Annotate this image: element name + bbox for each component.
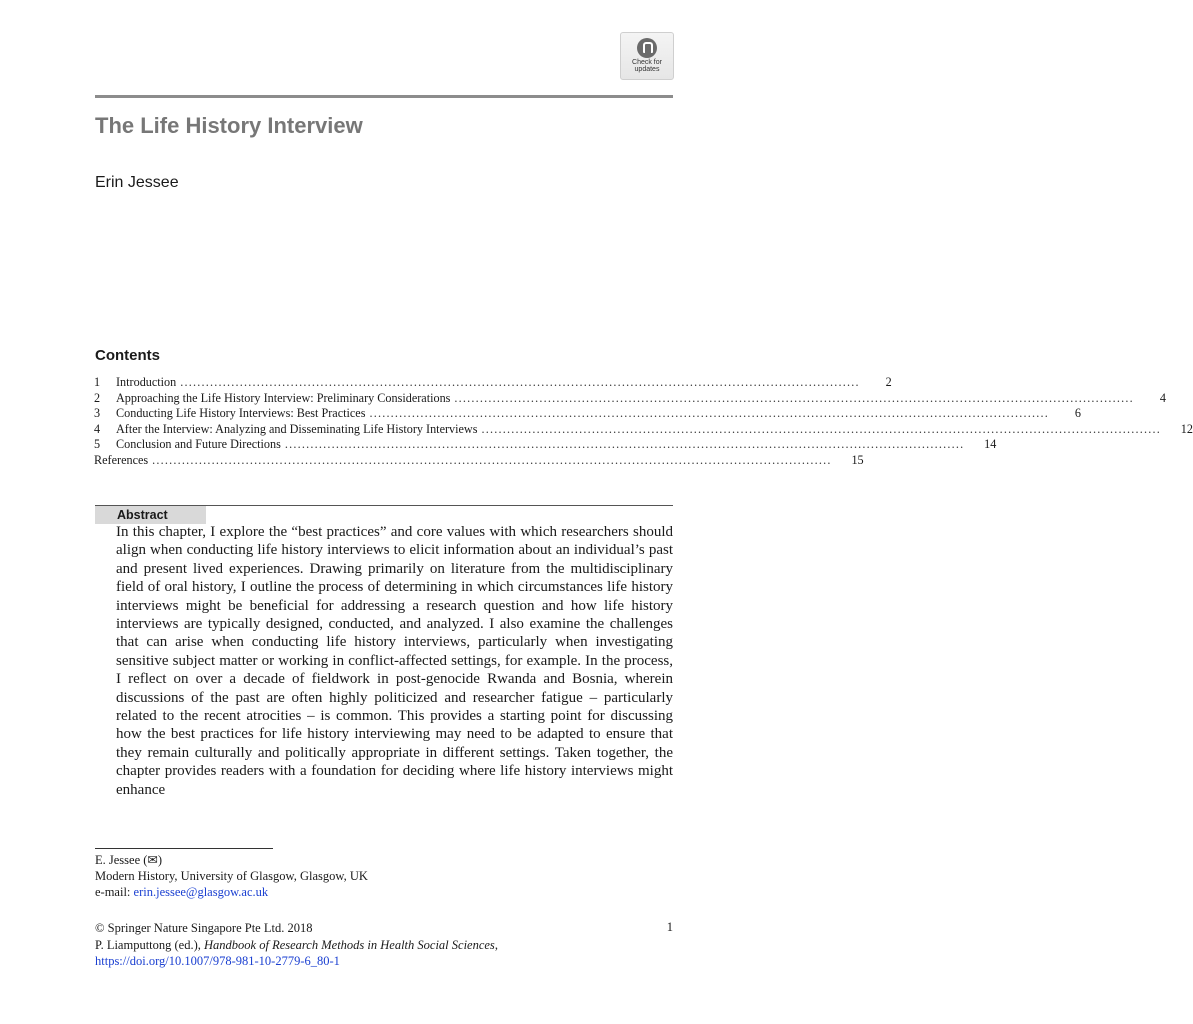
toc-item[interactable] xyxy=(94,390,1166,407)
book-suffix: , xyxy=(494,937,498,952)
toc-leader: ................................................................................................................................................................ xyxy=(369,406,1049,421)
check-for-updates-badge[interactable] xyxy=(620,32,674,80)
toc-page: 12 xyxy=(1180,421,1193,436)
doi-link[interactable]: https://doi.org/10.1007/978-981-10-2779-6_80-1 xyxy=(95,954,340,968)
editor-text: P. Liamputtong (ed.), xyxy=(95,937,205,952)
email-label: e-mail: xyxy=(95,885,134,899)
author-contact-name: E. Jessee (✉) xyxy=(95,853,163,867)
toc-number: 3 xyxy=(94,406,101,421)
author-name: Erin Jessee xyxy=(95,174,179,191)
author-footnote xyxy=(95,852,368,900)
toc-title: Conclusion and Future Directions xyxy=(116,437,281,452)
toc-item[interactable] xyxy=(94,406,1081,422)
toc-leader: ................................................................................................................................................................ xyxy=(454,390,1134,405)
page-number: 1 xyxy=(666,920,673,934)
toc-item[interactable] xyxy=(94,437,997,453)
citation-line xyxy=(95,937,498,954)
toc-number: 4 xyxy=(94,421,101,436)
toc-page: 2 xyxy=(885,375,892,389)
toc-title: Introduction xyxy=(116,375,177,389)
toc-leader: ................................................................................................................................................................ xyxy=(180,375,860,389)
toc-number: 2 xyxy=(94,390,101,405)
toc-page: 15 xyxy=(851,452,864,467)
copyright-line: © Springer Nature Singapore Pte Ltd. 2018 xyxy=(95,921,313,935)
badge-line-1: Check for xyxy=(632,59,662,66)
author-email-line xyxy=(95,884,368,900)
abstract-text: In this chapter, I explore the “best practices” and core values with which researchers should align when conducting life history interviews to elicit information about an individual’s past and present lived experiences. Drawing primarily on literature from the multidisciplinary field of oral history, I outline the process of determining in which circumstances life history interviews might be beneficial for addressing a research question and how life history interviews are typically designed, conducted, and analyzed. I also examine the challenges that can arise when conducting life history interviews, particularly when investigating sensitive subject matter or working in conflict-affected settings, for example. In the process, I reflect on over a decade of fieldwork in post-genocide Rwanda and Bosnia, wherein discussions of the past are often highly politicized and researcher fatigue – particularly related to the recent atrocities – is common. This provides a starting point for discussing how the best practices for life history interviewing may need to be adapted to ensure that they remain culturally and politically appropriate in different settings. Taken together, the chapter provides readers with a foundation for deciding where life history interviews might enhance xyxy=(116,524,673,798)
toc-page: 14 xyxy=(984,437,997,452)
book-title: Handbook of Research Methods in Health Social Sciences xyxy=(204,937,495,952)
toc-item[interactable] xyxy=(94,375,892,391)
toc-leader: ................................................................................................................................................................ xyxy=(152,452,832,467)
toc-leader: ................................................................................................................................................................ xyxy=(284,437,965,452)
bookmark-icon xyxy=(637,38,657,58)
author-affiliation: Modern History, University of Glasgow, Glasgow, UK xyxy=(95,869,368,883)
chapter-title: The Life History Interview xyxy=(95,113,363,138)
toc-title: After the Interview: Analyzing and Disseminating Life History Interviews xyxy=(116,421,478,436)
copyright-block xyxy=(95,920,498,970)
email-link[interactable]: erin.jessee@glasgow.ac.uk xyxy=(133,885,269,899)
footnote-rule xyxy=(95,848,273,849)
contents-heading: Contents xyxy=(95,347,160,364)
toc-number: 5 xyxy=(94,437,101,452)
badge-line-2: updates xyxy=(634,66,660,73)
toc-title: References xyxy=(94,452,149,467)
top-rule xyxy=(95,95,673,98)
toc-page: 6 xyxy=(1074,406,1081,421)
toc-leader: ................................................................................................................................................................ xyxy=(481,421,1161,436)
abstract-label: Abstract xyxy=(95,506,206,524)
table-of-contents xyxy=(94,375,1193,469)
toc-page: 4 xyxy=(1159,390,1166,405)
doi-line xyxy=(95,953,498,970)
toc-number: 1 xyxy=(94,375,101,389)
toc-title: Conducting Life History Interviews: Best Practices xyxy=(116,406,366,421)
toc-item[interactable] xyxy=(94,421,1193,438)
toc-item[interactable] xyxy=(94,452,864,469)
toc-title: Approaching the Life History Interview: Preliminary Considerations xyxy=(116,390,451,405)
